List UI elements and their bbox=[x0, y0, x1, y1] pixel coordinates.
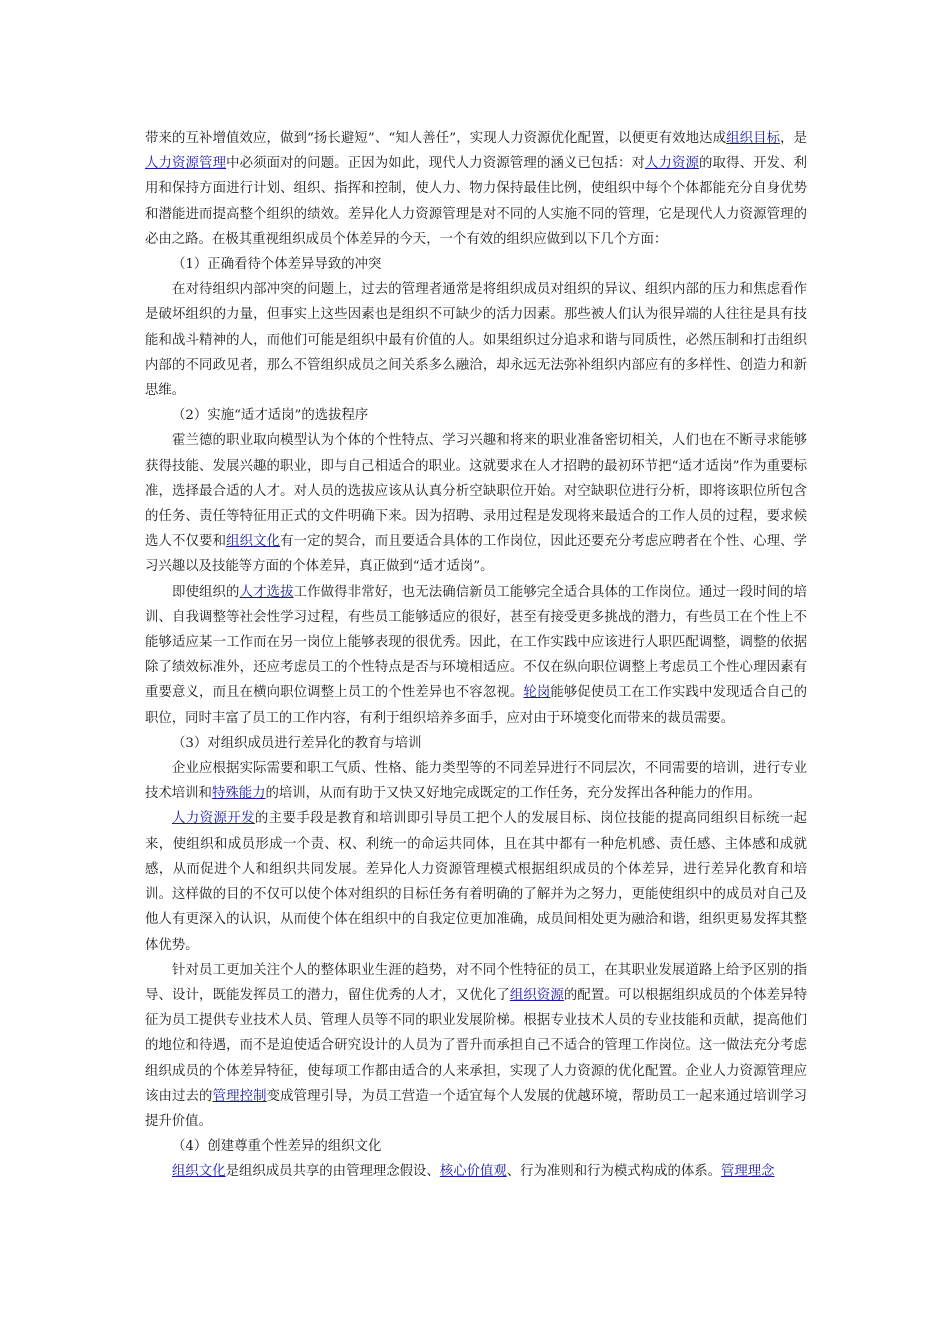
paragraph-selection bbox=[145, 428, 807, 579]
paragraph-training bbox=[145, 756, 807, 806]
link-talent-selection[interactable]: 人才选拔 bbox=[239, 584, 294, 600]
section-heading-2: （2）实施“适才适岗”的选拔程序 bbox=[172, 408, 369, 424]
document-body bbox=[145, 126, 807, 1185]
section-heading-1: （1）正确看待个体差异导致的冲突 bbox=[172, 257, 382, 273]
text-run: 霍兰德的职业取向模型认为个体的个性特点、学习兴趣和将来的职业准备密切相关，人们也在不断寻求能够获得技能、发展兴趣的职业，即与自己相适合的职业。这就要求在人才招聘的最初环节把“适才适岗”作为重要标准，选择最合适的人才。对人员的选拔应该从认真分析空缺职位开始。对空缺职位进行分析，即将该职位所包含的任务、责任等特征用正式的文件明确下来。因为招聘、录用过程是发现将来最适合的工作人员的过程，要求候选人不仅要和 bbox=[145, 433, 807, 550]
text-run: 的培训，从而有助于又快又好地完成既定的工作任务，充分发挥出各种能力的作用。 bbox=[265, 786, 761, 802]
link-organization-culture-2[interactable]: 组织文化 bbox=[172, 1164, 226, 1180]
paragraph-hr-development bbox=[145, 806, 807, 957]
text-run: ，是 bbox=[780, 131, 807, 146]
text-run: 的主要手段是教育和培训即引导员工把个人的发展目标、岗位技能的提高同组织目标统一起来，使组织和成员形成一个责、权、利统一的命运共同体，且在其中都有一种危机感、责任感、主体感和成就感，从而促进个人和组织共同发展。差异化人力资源管理模式根据组织成员的个体差异，进行差异化教育和培训。这样做的目的不仅可以使个体对组织的目标任务有着明确的了解并为之努力，更能使组织中的成员对自己及他人有更深入的认识，从而使个体在组织中的自我定位更加准确，成员间相处更为融洽和谐，组织更易发挥其整体优势。 bbox=[145, 811, 808, 953]
paragraph-intro bbox=[145, 126, 807, 252]
paragraph-career bbox=[145, 958, 807, 1134]
link-management-philosophy[interactable]: 管理理念 bbox=[721, 1164, 775, 1180]
text-run: 的配置。可以根据组织成员的个体差异特征为员工提供专业技术人员、管理人员等不同的职业发展阶梯。根据专业技术人员的专业技能和贡献，提高他们的地位和待遇，而不是迫使适合研究设计的人员为了晋升而承担自己不适合的管理工作岗位。这一做法充分考虑组织成员的个体差异特征，使每项工作都由适合的人来承担，实现了人力资源的优化配置。企业人力资源管理应该由过去的 bbox=[145, 987, 808, 1104]
section-heading-3: （3）对组织成员进行差异化的教育与培训 bbox=[172, 735, 422, 751]
link-organization-culture[interactable]: 组织文化 bbox=[226, 534, 281, 550]
text-run: 工作做得非常好，也无法确信新员工能够完全适合具体的工作岗位。通过一段时间的培训、自我调整等社会性学习过程，有些员工能够适应的很好，甚至有接受更多挑战的潜力，有些员工在个性上不能够适应某一工作而在另一岗位上能够表现的很优秀。因此，在工作实践中应该进行人职匹配调整，调整的依据除了绩效标准外，还应考虑员工的个性特点是否与环境相适应。不仅在纵向职位调整上考虑员工个性心理因素有重要意义，而且在横向职位调整上员工的个性差异也不容忽视。 bbox=[145, 584, 808, 701]
link-hr-management[interactable]: 人力资源管理 bbox=[145, 156, 227, 172]
text-run: 能够促使员工在工作实践中发现适合自己的职位，同时丰富了员工的工作内容，有利于组织培养多面手，应对由于环境变化而带来的裁员需要。 bbox=[145, 685, 808, 726]
text-run: 企业应根据实际需要和职工气质、性格、能力类型等的不同差异进行不同层次，不同需要的培训，进行专业技术培训和 bbox=[145, 761, 807, 802]
text-run: 变成管理引导，为员工营造一个适宜每个人发展的优越环境，帮助员工一起来通过培训学习提升价值。 bbox=[145, 1088, 808, 1129]
text-run: 是组织成员共享的由管理理念假设、 bbox=[225, 1164, 440, 1180]
link-human-resources[interactable]: 人力资源 bbox=[644, 156, 700, 172]
paragraph-conflict: 在对待组织内部冲突的问题上，过去的管理者通常是将组织成员对组织的异议、组织内部的压力和焦虑看作是破坏组织的力量，但事实上这些因素也是组织不可缺少的活力因素。那些被人们认为很异端的人往往是具有技能和战斗精神的人，而他们可能是组织中最有价值的人。如果组织过分追求和谐与同质性，必然压制和打击组织内部的不同政见者，那么不管组织成员之间关系多么融洽，却永远无法弥补组织内部应有的多样性、创造力和新思维。 bbox=[145, 282, 807, 399]
section-heading-4: （4）创建尊重个性差异的组织文化 bbox=[172, 1139, 382, 1155]
link-core-values[interactable]: 核心价值观 bbox=[439, 1164, 507, 1180]
text-run: 有一定的契合，而且要适合具体的工作岗位，因此还要充分考虑应聘者在个性、心理、学习兴趣以及技能等方面的个体差异，真正做到“适才适岗”。 bbox=[145, 534, 808, 575]
text-run: 带来的互补增值效应，做到“扬长避短”、“知人善任”，实现人力资源优化配置，以便更有效地达成 bbox=[145, 131, 727, 146]
link-management-control[interactable]: 管理控制 bbox=[212, 1088, 267, 1104]
link-organization-resources[interactable]: 组织资源 bbox=[509, 987, 564, 1003]
text-run: 即使组织的 bbox=[172, 584, 240, 600]
text-run: 针对员工更加关注个人的整体职业生涯的趋势，对不同个性特征的员工，在其职业发展道路上给予区别的指导、设计，既能发挥员工的潜力，留住优秀的人才，又优化了 bbox=[145, 962, 807, 1003]
text-run: 的取得、开发、利用和保持方面进行计划、组织、指挥和控制，使人力、物力保持最佳比例，使组织中每个个体都能充分自身优势和潜能进而提高整个组织的绩效。差异化人力资源管理是对不同的人实施不同的管理，它是现代人力资源管理的必由之路。在极其重视组织成员个体差异的今天，一个有效的组织应做到以下几个方面： bbox=[145, 156, 808, 247]
link-organization-goal[interactable]: 组织目标 bbox=[726, 131, 781, 146]
link-job-rotation[interactable]: 轮岗 bbox=[523, 685, 551, 701]
link-hr-development[interactable]: 人力资源开发 bbox=[172, 811, 255, 827]
paragraph-adjustment bbox=[145, 580, 807, 731]
link-special-ability[interactable]: 特殊能力 bbox=[211, 786, 266, 802]
text-run: 中必须面对的问题。正因为如此，现代人力资源管理的涵义已包括：对 bbox=[226, 156, 645, 172]
text-run: 、行为准则和行为模式构成的体系。 bbox=[506, 1164, 722, 1180]
paragraph-culture bbox=[145, 1159, 807, 1184]
